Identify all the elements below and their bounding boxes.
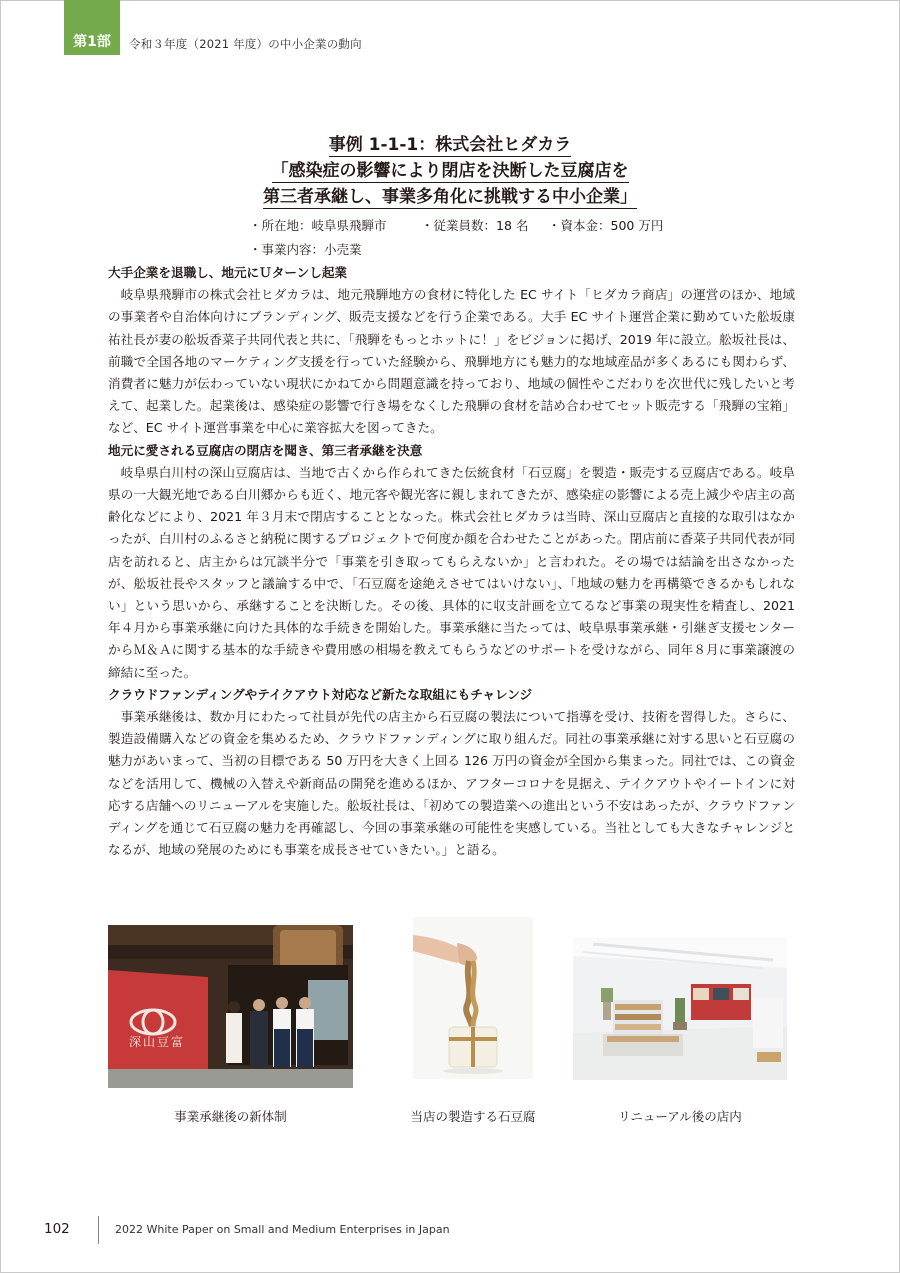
section-paragraph: 岐阜県白川村の深山豆腐店は、当地で古くから作られてきた伝統食材「石豆腐」を製造・販売する豆腐店である。岐阜県の一大観光地である白川郷からも近く、地元客や観光客に親しまれてきたが、感染症の影響による売上減少や店主の高齢化などにより、2021 年３月末で閉店することとなった。株式会社ヒダカラは当時、深山豆腐店と直接的な取引はなかったが、白川村のふるさと納税に関するプロジェクトで何度か顔を合わせたことがあった。閉店前に香菜子共同代表が同店を訪れると、店主からは冗談半分で「事業を引き取ってもらえないか」と言われた。その場では結論を出さなかったが、舩坂社長やスタッフと議論する中で、「石豆腐を途絶えさせてはいけない」、「地域の魅力を再構築できるかもしれない」という思いから、承継することを決断した。その後、具体的に収支計画を立てるなど事業の現実性を精査し、2021 年４月から事業承継に向けた具体的な手続きを開始した。事業承継に当たっては、岐阜県事業承継・引継ぎ支援センターからＭ＆Ａに関する基本的な手続きや費用感の相場を教えてもらうなどのサポートを受けながら、同年８月に事業譲渡の締結に至った。 xyxy=(108,464,796,680)
case-title-line2: 「感染症の影響により閉店を決断した豆腐店を xyxy=(271,161,629,181)
section-heading: クラウドファンディングやテイクアウト対応など新たな取組にもチャレンジ xyxy=(108,686,533,702)
case-body xyxy=(108,262,795,861)
company-employees: ・従業員数：18 名 xyxy=(421,218,529,233)
page-number: 102 xyxy=(44,1221,70,1237)
section-paragraph: 事業承継後は、数か月にわたって社員が先代の店主から石豆腐の製法について指導を受け、技術を習得した。さらに、製造設備購入などの資金を集めるため、クラウドファンディングに取り組んだ。同社の事業承継に対する思いと石豆腐の魅力があいまって、当初の目標である 50 万円を大きく上回る 126 万円の資金が全国から集まった。同社では、この資金などを活用して、機械の入替えや新商品の開発を進めるほか、アフターコロナを見据え、テイクアウトやイートインに対応する店舗へのリニューアルを実施した。舩坂社長は、「初めての製造業への進出という不安はあったが、クラウドファンディングを通じて石豆腐の魅力を再確認し、今回の事業承継の可能性を実感している。当社としても大きなチャレンジとなるが、地域の発展のためにも事業を成長させていきたい。」と語る。 xyxy=(108,709,795,858)
footer-divider xyxy=(98,1216,99,1244)
part-tab xyxy=(64,0,120,55)
part-label: 第1部 xyxy=(73,34,111,50)
company-business: ・事業内容：小売業 xyxy=(249,242,362,257)
section-heading: 地元に愛される豆腐店の閉店を聞き、第三者承継を決意 xyxy=(108,442,423,458)
case-title-line1: 事例 1-1-1：株式会社ヒダカラ xyxy=(328,135,572,155)
photo-new-team xyxy=(108,925,353,1088)
section-heading: 大手企業を退職し、地元にＵターンし起業 xyxy=(108,265,348,280)
company-location: ・所在地：岐阜県飛騨市 xyxy=(249,218,387,233)
caption-shop-interior: リニューアル後の店内 xyxy=(618,1109,742,1124)
caption-new-team: 事業承継後の新体制 xyxy=(174,1109,287,1124)
section-paragraph: 岐阜県飛騨市の株式会社ヒダカラは、地元飛騨地方の食材に特化した EC サイト「ヒダカラ商店」の運営のほか、地域の事業者や自治体向けにブランディング、販売支援などを行う企業である。大手 EC サイト運営企業に勤めていた舩坂康祐社長が妻の舩坂香菜子共同代表と共に、「飛騨をもっとホットに！」をビジョンに掲げ、2019 年に設立。舩坂社長は、前職で全国各地のマーケティング支援を行っていた経験から、飛騨地方にも魅力的な地域産品が多くあるにも関わらず、消費者に魅力が伝わっていない現状にかねてから問題意識を持っており、地域の個性やこだわりを次世代に残したいと考えて、起業した。起業後は、感染症の影響で行き場をなくした飛騨の食材を詰め合わせてセット販売する「飛騨の宝箱」など、EC サイト運営事業を中心に業容拡大を図ってきた。 xyxy=(108,287,796,436)
publication-title: 2022 White Paper on Small and Medium Enterprises in Japan xyxy=(115,1223,450,1236)
running-head: 令和３年度（2021 年度）の中小企業の動向 xyxy=(129,37,362,51)
shop-banner-text: 深山豆富 xyxy=(128,1035,185,1049)
case-title-line3: 第三者承継し、事業多角化に挑戦する中小企業」 xyxy=(263,187,637,207)
photo-shop-interior xyxy=(573,938,787,1080)
company-capital: ・資本金：500 万円 xyxy=(548,218,664,233)
caption-stone-tofu: 当店の製造する石豆腐 xyxy=(410,1109,536,1124)
photo-stone-tofu xyxy=(413,917,533,1079)
